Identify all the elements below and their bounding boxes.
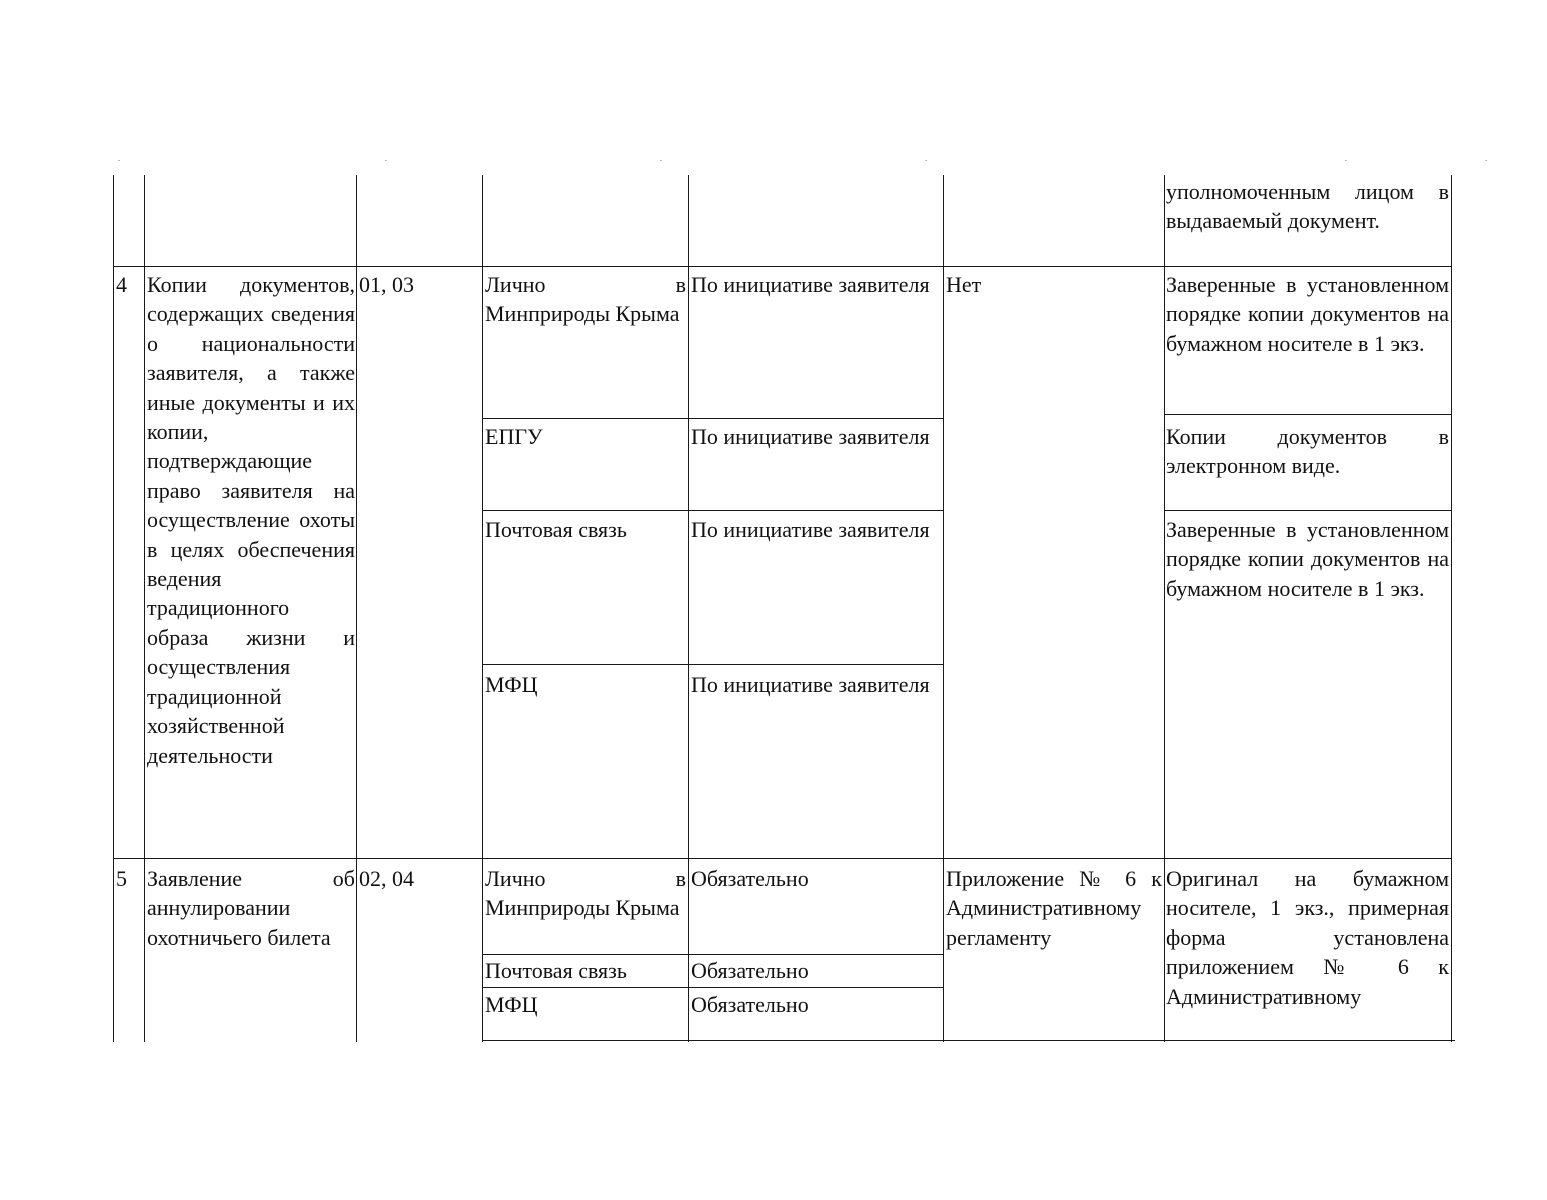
row5-requirement-1: Обязательно [691, 866, 809, 891]
row4-requirement-2: По инициативе заявителя [691, 424, 930, 449]
row5-method-1: Лично в Минприроды Крыма [485, 866, 686, 921]
row5-final: Оригинал на бумажном носителе, 1 экз., примерная форма установлена приложением № 6 к Административному [1166, 866, 1449, 1009]
row4-method-2: ЕПГУ [485, 424, 543, 449]
row4-form: Нет [946, 272, 982, 297]
scan-dot [1345, 160, 1347, 161]
scan-dot [118, 160, 120, 161]
row5-method-2: Почтовая связь [485, 958, 627, 983]
row5-form: Приложение № 6 к Административному регламенту [946, 866, 1162, 950]
scan-dot [925, 160, 927, 161]
row5-method-3: МФЦ [485, 992, 538, 1017]
row4-method-1: Лично в Минприроды Крыма [485, 272, 686, 327]
row4-document-name: Копии документов, содержащих сведения о национальности заявителя, а также иные документы и их копии, подтверждающие право заявителя на осуществление охоты в целях обеспечения ведения традиционного образа жизни и осуществления традиционной хозяйственной деятельности [147, 272, 355, 768]
row4-number: 4 [116, 272, 127, 297]
row4-requirement-3: По инициативе заявителя [691, 517, 930, 542]
cont-final-cell: уполномоченным лицом в выдаваемый документ. [1166, 179, 1449, 234]
scan-dot [1485, 160, 1487, 161]
row4-final-2: Копии документов в электронном виде. [1166, 424, 1449, 479]
row5-requirement-3: Обязательно [691, 992, 809, 1017]
row4-requirement-4: По инициативе заявителя [691, 672, 930, 697]
row5-requirement-2: Обязательно [691, 958, 809, 983]
row5-document-name: Заявление об аннулировании охотничьего билета [147, 866, 355, 950]
row5-codes: 02, 04 [359, 866, 414, 891]
row5-number: 5 [116, 866, 127, 891]
row4-codes: 01, 03 [359, 272, 414, 297]
row4-method-3: Почтовая связь [485, 517, 627, 542]
scan-dot [385, 160, 387, 161]
row4-method-4: МФЦ [485, 672, 538, 697]
row4-final-1: Заверенные в установленном порядке копии документов на бумажном носителе в 1 экз. [1166, 272, 1449, 356]
scan-dot [660, 160, 662, 161]
row4-requirement-1: По инициативе заявителя [691, 272, 930, 297]
row4-final-3: Заверенные в установленном порядке копии документов на бумажном носителе в 1 экз. [1166, 517, 1449, 601]
